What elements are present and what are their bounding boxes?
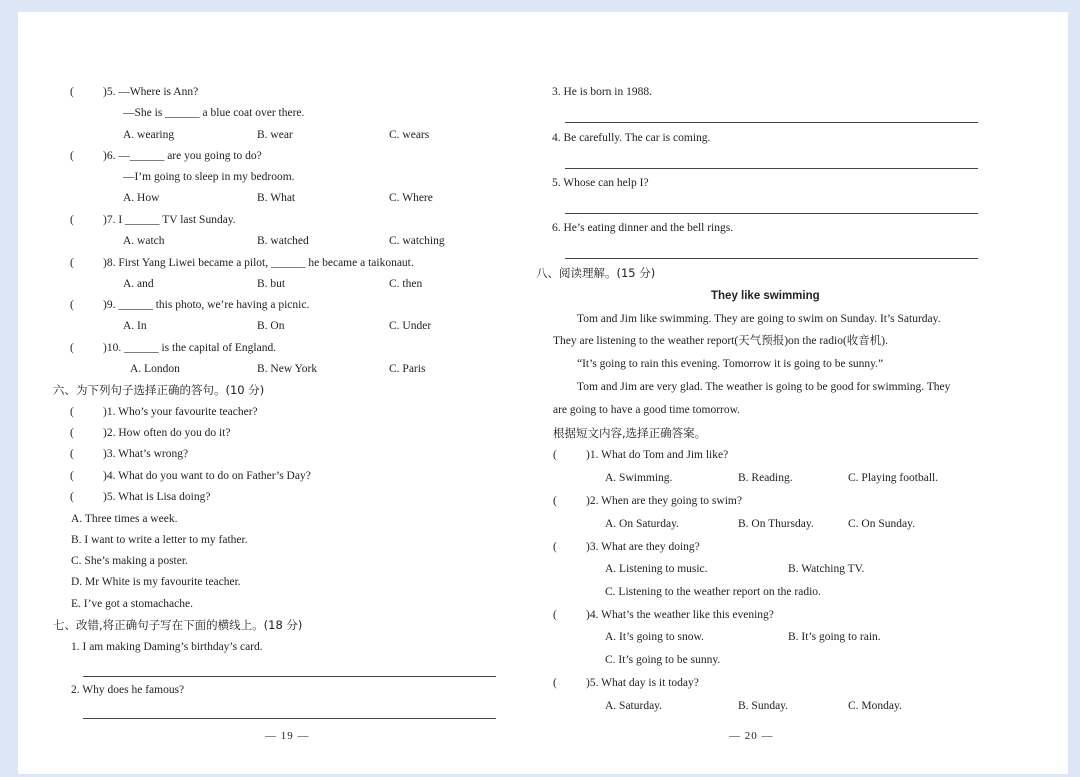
option-b: B. It’s going to rain.	[788, 631, 881, 643]
match-question: )1. Who’s your favourite teacher?	[103, 406, 258, 418]
reading-instruction: 根据短文内容,选择正确答案。	[553, 426, 707, 440]
option-b: B. Reading.	[738, 472, 793, 484]
option-c: C. then	[389, 278, 423, 290]
option-c: C. wears	[389, 129, 430, 141]
match-question: )4. What do you want to do on Father’s Day?	[103, 470, 311, 482]
answer-paren: (	[70, 342, 74, 354]
correction-question: 6. He’s eating dinner and the bell rings.	[552, 222, 734, 234]
match-question: )2. How often do you do it?	[103, 427, 231, 439]
answer-paren: (	[553, 449, 557, 461]
answer-line[interactable]	[565, 168, 978, 169]
answer-paren: (	[70, 86, 74, 98]
section-7-title: 七、改错,将正确句子写在下面的横线上。(18 分)	[53, 618, 303, 632]
reading-question-1: )1. What do Tom and Jim like?	[586, 449, 729, 461]
passage-title: They like swimming	[711, 290, 820, 302]
option-c: C. watching	[389, 235, 445, 247]
match-answer: C. She’s making a poster.	[71, 555, 188, 567]
option-c: C. Playing football.	[848, 472, 939, 484]
correction-question: 2. Why does he famous?	[71, 684, 185, 696]
match-question: )3. What’s wrong?	[103, 448, 189, 460]
option-c: C. Monday.	[848, 700, 902, 712]
answer-line[interactable]	[565, 258, 978, 259]
answer-paren: (	[70, 257, 74, 269]
passage-line: Tom and Jim are very glad. The weather is going to be good for swimming. They	[577, 381, 951, 393]
option-c: C. On Sunday.	[848, 518, 915, 530]
answer-paren: (	[70, 214, 74, 226]
match-answer: B. I want to write a letter to my father.	[71, 534, 248, 546]
question-8: )8. First Yang Liwei became a pilot, ______ he became a taikonaut.	[103, 257, 414, 269]
option-b: B. On Thursday.	[738, 518, 814, 530]
question-6: )6. —______ are you going to do?	[103, 150, 262, 162]
option-c: C. Paris	[389, 363, 426, 375]
option-a: A. Saturday.	[605, 700, 663, 712]
answer-line[interactable]	[565, 213, 978, 214]
answer-paren: (	[70, 470, 74, 482]
question-10: )10. ______ is the capital of England.	[103, 342, 277, 354]
answer-line[interactable]	[565, 122, 978, 123]
option-b: B. wear	[257, 129, 293, 141]
passage-line: Tom and Jim like swimming. They are going to swim on Sunday. It’s Saturday.	[577, 313, 941, 325]
question-7: )7. I ______ TV last Sunday.	[103, 214, 236, 226]
option-a: A. It’s going to snow.	[605, 631, 704, 643]
answer-line[interactable]	[83, 676, 496, 677]
option-a: A. In	[123, 320, 147, 332]
reading-question-5: )5. What day is it today?	[586, 677, 699, 689]
option-c: C. Under	[389, 320, 432, 332]
option-a: A. Swimming.	[605, 472, 673, 484]
option-b: B. On	[257, 320, 285, 332]
option-a: A. On Saturday.	[605, 518, 679, 530]
match-question: )5. What is Lisa doing?	[103, 491, 211, 503]
answer-paren: (	[70, 427, 74, 439]
option-b: B. Watching TV.	[788, 563, 865, 575]
answer-paren: (	[553, 541, 557, 553]
option-b: B. watched	[257, 235, 309, 247]
answer-paren: (	[70, 491, 74, 503]
answer-line[interactable]	[83, 718, 496, 719]
correction-question: 3. He is born in 1988.	[552, 86, 652, 98]
page-number: — 19 —	[265, 730, 310, 742]
page-number: — 20 —	[729, 730, 774, 742]
correction-question: 5. Whose can help I?	[552, 177, 649, 189]
reading-question-2: )2. When are they going to swim?	[586, 495, 742, 507]
answer-paren: (	[553, 609, 557, 621]
answer-paren: (	[70, 150, 74, 162]
option-c: C. It’s going to be sunny.	[605, 654, 721, 666]
passage-line: are going to have a good time tomorrow.	[553, 404, 741, 416]
question-9: )9. ______ this photo, we’re having a picnic.	[103, 299, 310, 311]
section-6-title: 六、为下列句子选择正确的答句。(10 分)	[53, 383, 265, 397]
option-c: C. Where	[389, 192, 433, 204]
answer-paren: (	[553, 677, 557, 689]
option-a: A. wearing	[123, 129, 175, 141]
match-answer: D. Mr White is my favourite teacher.	[71, 576, 241, 588]
question-5-sub: —She is ______ a blue coat over there.	[123, 107, 305, 119]
question-5: )5. —Where is Ann?	[103, 86, 199, 98]
passage-line: “It’s going to rain this evening. Tomorrow it is going to be sunny.”	[577, 358, 884, 370]
answer-paren: (	[70, 406, 74, 418]
correction-question: 4. Be carefully. The car is coming.	[552, 132, 711, 144]
match-answer: E. I’ve got a stomachache.	[71, 598, 193, 610]
option-b: B. New York	[257, 363, 318, 375]
passage-line: They are listening to the weather report(天气预报)on the radio(收音机).	[553, 335, 888, 347]
option-b: B. but	[257, 278, 286, 290]
section-8-title: 八、阅读理解。(15 分)	[536, 266, 656, 280]
correction-question: 1. I am making Daming’s birthday’s card.	[71, 641, 263, 653]
question-6-sub: —I’m going to sleep in my bedroom.	[123, 171, 295, 183]
answer-paren: (	[553, 495, 557, 507]
option-a: A. and	[123, 278, 154, 290]
option-a: A. How	[123, 192, 160, 204]
option-a: A. London	[130, 363, 180, 375]
option-c: C. Listening to the weather report on the radio.	[605, 586, 821, 598]
option-a: A. watch	[123, 235, 165, 247]
answer-paren: (	[70, 299, 74, 311]
reading-question-4: )4. What’s the weather like this evening?	[586, 609, 774, 621]
match-answer: A. Three times a week.	[71, 513, 178, 525]
reading-question-3: )3. What are they doing?	[586, 541, 700, 553]
option-b: B. Sunday.	[738, 700, 789, 712]
option-b: B. What	[257, 192, 296, 204]
option-a: A. Listening to music.	[605, 563, 708, 575]
answer-paren: (	[70, 448, 74, 460]
